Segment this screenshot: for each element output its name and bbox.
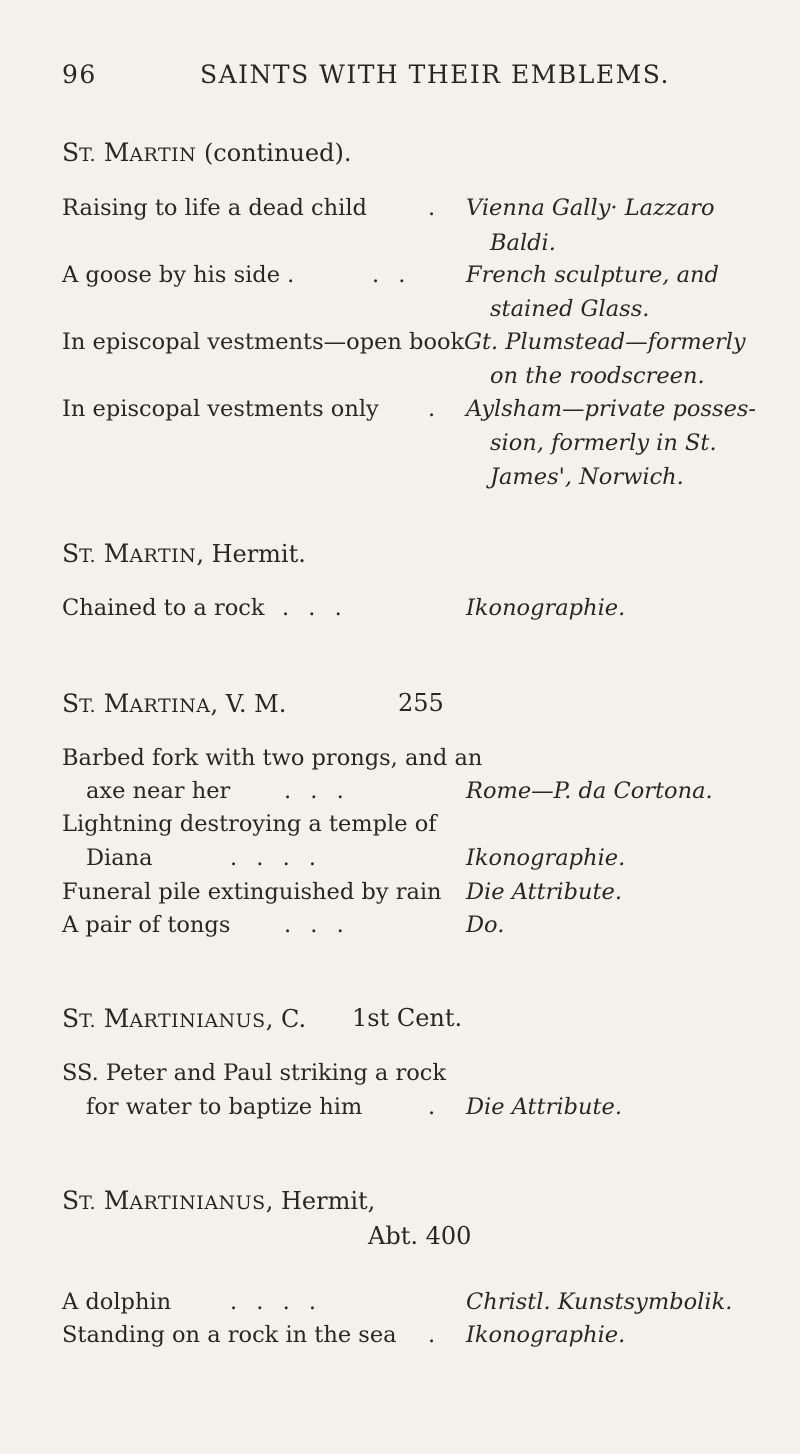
source-text: Christl. Kunstsymbolik. xyxy=(466,1289,733,1315)
source-text: Rome—P. da Cortona. xyxy=(466,778,713,804)
emblem-text: SS. Peter and Paul striking a rock xyxy=(62,1060,447,1086)
leader-dots: . xyxy=(428,1094,436,1120)
section-title: ST. MARTINIANUS, Hermit, xyxy=(62,1186,376,1215)
leader-dots: . . . . xyxy=(230,1289,323,1315)
leader-dots: . . xyxy=(372,262,412,288)
emblem-text: Funeral pile extinguished by rain xyxy=(62,879,442,905)
emblem-text: In episcopal vestments only xyxy=(62,396,379,422)
source-text: Gt. Plumstead—formerly xyxy=(464,329,746,355)
section-date: 1st Cent. xyxy=(352,1004,463,1032)
source-text: on the roodscreen. xyxy=(490,363,705,389)
running-title: SAINTS WITH THEIR EMBLEMS. xyxy=(200,60,670,89)
emblem-text: Diana xyxy=(86,845,153,871)
emblem-text: axe near her xyxy=(86,778,231,804)
source-text: Ikonographie. xyxy=(466,595,626,621)
leader-dots: . xyxy=(428,396,436,422)
source-text: stained Glass. xyxy=(490,296,650,322)
leader-dots: . xyxy=(428,1322,436,1348)
section-title: ST. MARTINA, V. M. xyxy=(62,689,287,718)
emblem-text: A goose by his side . xyxy=(62,262,295,288)
source-text: French sculpture, and xyxy=(466,262,719,288)
source-text: James', Norwich. xyxy=(490,464,684,490)
source-text: Die Attribute. xyxy=(466,1094,622,1120)
source-text: Aylsham—private posses- xyxy=(466,396,757,422)
emblem-text: A dolphin xyxy=(62,1289,172,1315)
emblem-text: for water to baptize him xyxy=(86,1094,363,1120)
source-text: Do. xyxy=(466,912,505,938)
emblem-text: Lightning destroying a temple of xyxy=(62,811,437,837)
source-text: Die Attribute. xyxy=(466,879,622,905)
emblem-text: Standing on a rock in the sea xyxy=(62,1322,397,1348)
source-text: Baldi. xyxy=(490,230,556,256)
leader-dots: . . . xyxy=(284,778,350,804)
section-title: ST. MARTINIANUS, C. xyxy=(62,1004,307,1033)
leader-dots: . . . . xyxy=(230,845,323,871)
section-date: Abt. 400 xyxy=(368,1222,472,1250)
emblem-text: Chained to a rock xyxy=(62,595,265,621)
source-text: Vienna Gally· Lazzaro xyxy=(466,195,715,221)
section-title: ST. MARTIN, Hermit. xyxy=(62,539,306,568)
emblem-text: A pair of tongs xyxy=(62,912,231,938)
page-number: 96 xyxy=(62,60,97,89)
leader-dots: . xyxy=(428,195,436,221)
source-text: Ikonographie. xyxy=(466,845,626,871)
source-text: Ikonographie. xyxy=(466,1322,626,1348)
emblem-text: In episcopal vestments—open book xyxy=(62,329,465,355)
section-title: ST. MARTIN (continued). xyxy=(62,138,352,167)
leader-dots: . . . xyxy=(284,912,350,938)
emblem-text: Raising to life a dead child xyxy=(62,195,367,221)
source-text: sion, formerly in St. xyxy=(490,430,717,456)
section-date: 255 xyxy=(398,689,444,717)
emblem-text: Barbed fork with two prongs, and an xyxy=(62,745,483,771)
leader-dots: . . . xyxy=(282,595,348,621)
